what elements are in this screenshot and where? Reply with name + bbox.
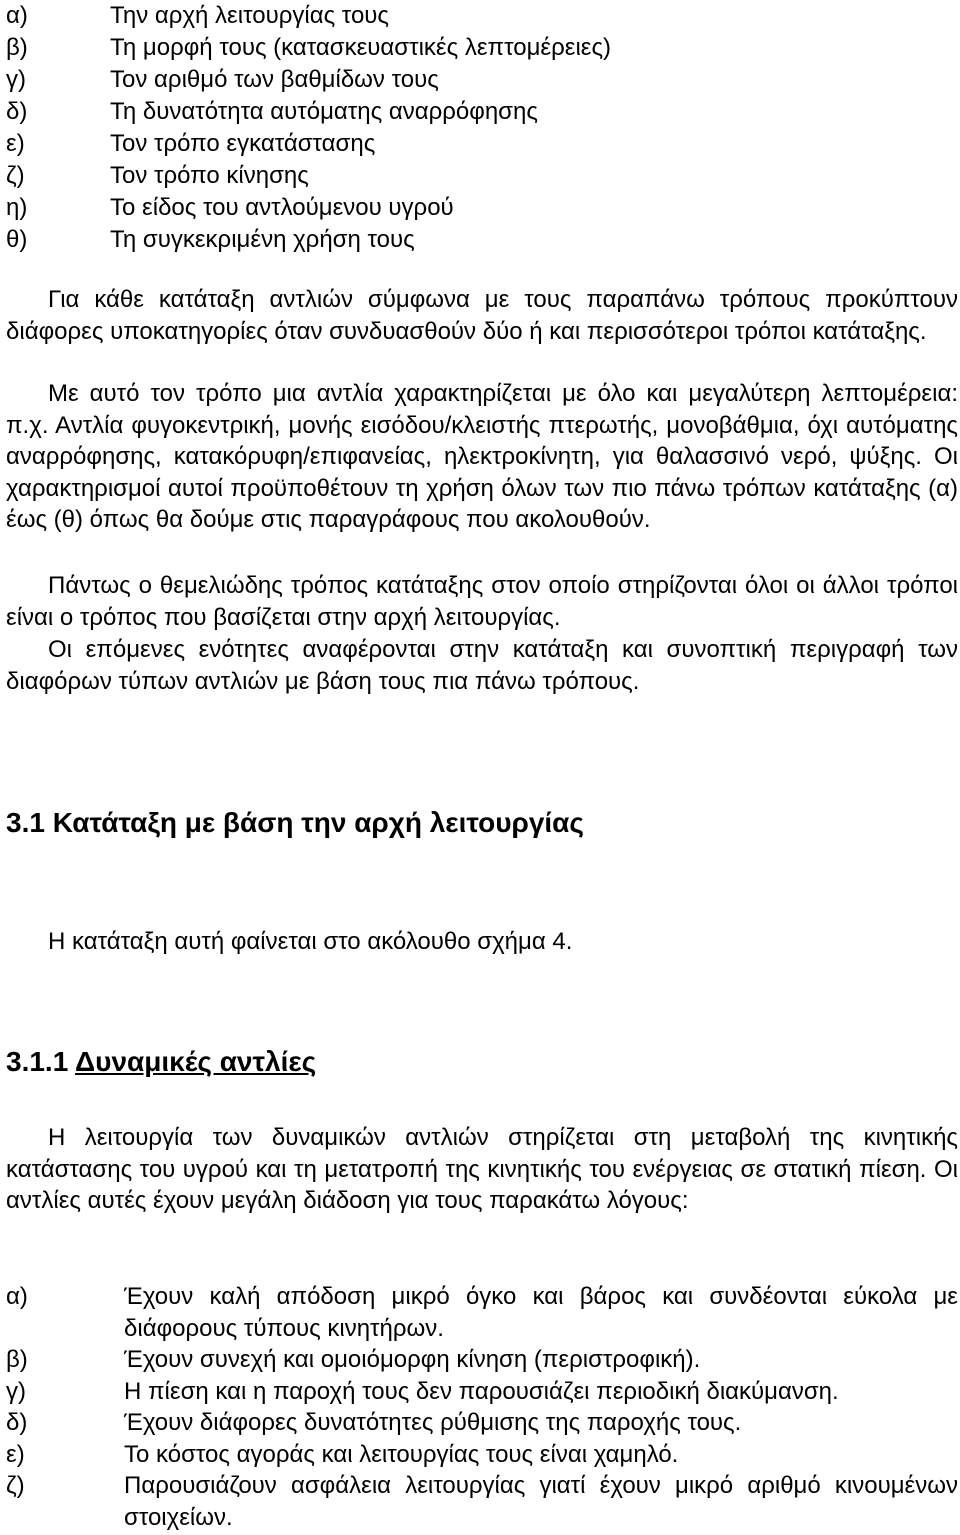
list-text: Τον αριθμό των βαθμίδων τους [110, 66, 439, 93]
list-item [6, 1376, 958, 1408]
list-marker: θ) [6, 226, 28, 253]
reasons-list [6, 1281, 958, 1533]
paragraph-text: Η κατάταξη αυτή φαίνεται στο ακόλουθο σχήμα 4. [48, 928, 573, 955]
list-text: Έχουν διάφορες δυνατότητες ρύθμισης της παροχής τους. [124, 1409, 742, 1436]
subsection-number: 3.1.1 [6, 1046, 76, 1077]
paragraph-text: Για κάθε κατάταξη αντλιών σύμφωνα με τους παραπάνω τρόπους προκύπτουν διάφορες υποκατηγορίες όταν συνδυασθούν δύο ή και περισσότεροι τρόποι κατάταξης. [6, 286, 958, 345]
list-text: Η πίεση και η παροχή τους δεν παρουσιάζει περιοδική διακύμανση. [124, 1377, 839, 1405]
list-text: Έχουν καλή απόδοση μικρό όγκο και βάρος και συνδέονται εύκολα με διάφορους τύπους κινητήρων. [124, 1283, 958, 1342]
list-text: Τη μορφή τους (κατασκευαστικές λεπτομέρειες) [110, 34, 612, 61]
list-item [6, 1281, 958, 1344]
list-text: Τη συγκεκριμένη χρήση τους [110, 226, 415, 253]
subsection-title: Δυναμικές αντλίες [75, 1046, 317, 1077]
list-item [6, 224, 706, 256]
list-text: Τον τρόπο κίνησης [110, 162, 309, 189]
classification-list [6, 0, 706, 256]
list-text: Τον τρόπο εγκατάστασης [110, 130, 376, 157]
paragraph-next-sections [6, 634, 958, 697]
list-marker: α) [6, 2, 28, 29]
list-marker: ε) [6, 130, 25, 157]
list-marker: η) [6, 194, 28, 221]
paragraph-text: Οι επόμενες ενότητες αναφέρονται στην κατάταξη και συνοπτική περιγραφή των διαφόρων τύπων αντλιών με βάση τους πια πάνω τρόπους. [6, 636, 958, 695]
list-marker: α) [6, 1283, 28, 1310]
paragraph-subcategories [6, 284, 958, 347]
list-marker: β) [6, 1346, 28, 1373]
list-marker: ζ) [6, 162, 25, 189]
paragraph-example [6, 378, 958, 536]
list-text: Έχουν συνεχή και ομοιόμορφη κίνηση (περιστροφική). [124, 1346, 701, 1373]
list-text: Το κόστος αγοράς και λειτουργίας τους είναι χαμηλό. [124, 1440, 679, 1468]
list-marker: γ) [6, 66, 26, 93]
section-heading: 3.1 Κατάταξη με βάση την αρχή λειτουργίας [6, 807, 584, 838]
list-item [6, 1344, 958, 1376]
list-item [6, 128, 706, 160]
list-text: Την αρχή λειτουργίας τους [110, 2, 389, 29]
list-marker: γ) [6, 1377, 26, 1405]
list-marker: ζ) [6, 1472, 25, 1499]
paragraph-text: Με αυτό τον τρόπο μια αντλία χαρακτηρίζεται με όλο και μεγαλύτερη λεπτομέρεια: π.χ. Αντλία φυγοκεντρική, μονής εισόδου/κλειστής πτερωτής, μονοβάθμια, όχι αυτόματης αναρρόφησης, κατακόρυφη/επιφανείας, ηλεκτροκίνητη, για θαλασσινό νερό, ψύξης. Οι χαρακτηρισμοί αυτοί προϋποθέτουν τη χρήση όλων των πιο πάνω τρόπων κατάταξης (α) έως (θ) όπως θα δούμε στις παραγράφους που ακολουθούν. [6, 380, 958, 534]
list-marker: β) [6, 34, 28, 61]
paragraph-dynamic-pumps [6, 1122, 958, 1217]
list-marker: δ) [6, 1409, 28, 1436]
list-item [6, 160, 706, 192]
paragraph-fundamental [6, 570, 958, 633]
section-intro [6, 926, 958, 958]
list-text: Το είδος του αντλούμενου υγρού [110, 194, 454, 221]
list-item [6, 192, 706, 224]
list-item [6, 1439, 958, 1471]
list-item [6, 1470, 958, 1533]
list-item [6, 0, 706, 32]
list-text: Παρουσιάζουν ασφάλεια λειτουργίας γιατί έχουν μικρό αριθμό κινουμένων στοιχείων. [124, 1472, 958, 1531]
list-item [6, 32, 706, 64]
list-item [6, 1407, 958, 1439]
list-item [6, 96, 706, 128]
list-item [6, 64, 706, 96]
list-marker: ε) [6, 1440, 25, 1468]
paragraph-text: Πάντως ο θεμελιώδης τρόπος κατάταξης στον οποίο στηρίζονται όλοι οι άλλοι τρόποι είναι ο τρόπος που βασίζεται στην αρχή λειτουργίας. [6, 572, 958, 631]
list-marker: δ) [6, 98, 28, 125]
subsection-heading [6, 1042, 316, 1082]
list-text: Τη δυνατότητα αυτόματης αναρρόφησης [110, 98, 538, 125]
paragraph-text: Η λειτουργία των δυναμικών αντλιών στηρίζεται στη μεταβολή της κινητικής κατάστασης του υγρού και τη μετατροπή της κινητικής του ενέργειας σε στατική πίεση. Οι αντλίες αυτές έχουν μεγάλη διάδοση για τους παρακάτω λόγους: [6, 1124, 958, 1215]
